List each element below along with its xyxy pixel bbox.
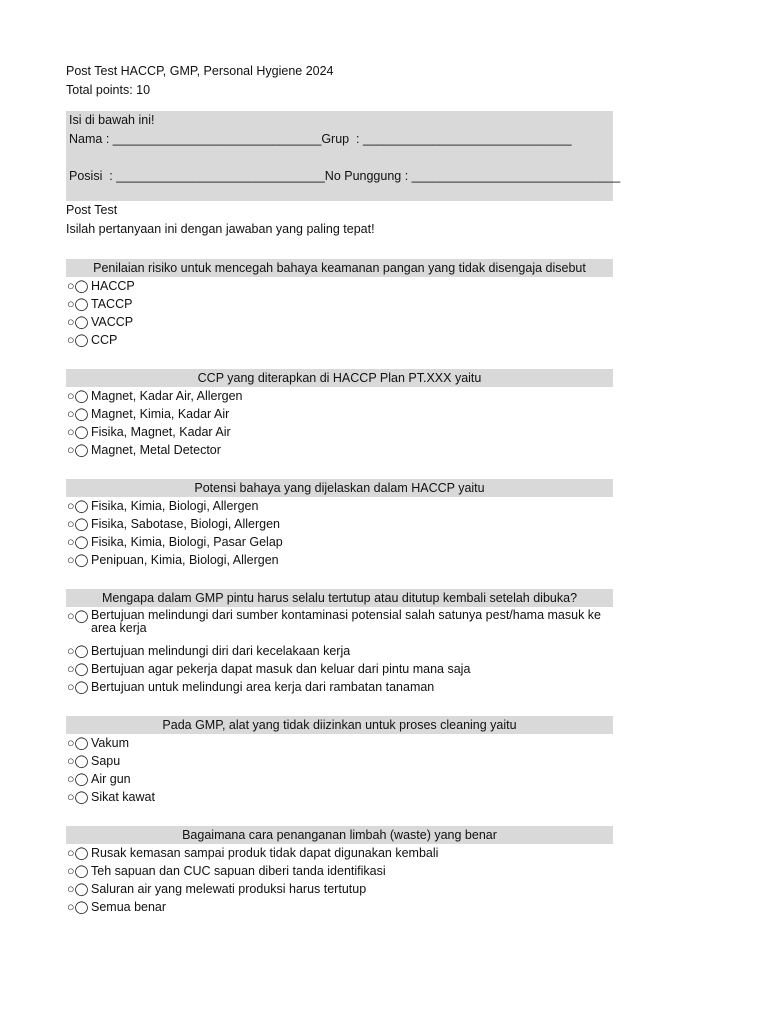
question-text: Mengapa dalam GMP pintu harus selalu tertutup atau ditutup kembali setelah dibuka? bbox=[66, 589, 613, 607]
radio-icon[interactable]: ○◯ bbox=[67, 553, 89, 567]
answer-option[interactable] bbox=[66, 551, 613, 569]
option-label: Saluran air yang melewati produksi harus tertutup bbox=[91, 882, 367, 896]
option-label: Fisika, Kimia, Biologi, Allergen bbox=[91, 499, 259, 513]
answer-option[interactable] bbox=[66, 880, 613, 898]
radio-icon[interactable]: ○◯ bbox=[67, 609, 89, 623]
question-text: Pada GMP, alat yang tidak diizinkan untuk proses cleaning yaitu bbox=[66, 716, 613, 734]
option-label: TACCP bbox=[91, 297, 133, 311]
form-instruction: Isi di bawah ini! bbox=[69, 113, 155, 127]
option-label: Magnet, Kadar Air, Allergen bbox=[91, 389, 243, 403]
option-label: Sapu bbox=[91, 754, 121, 768]
question-5 bbox=[66, 716, 613, 806]
option-label: Magnet, Kimia, Kadar Air bbox=[91, 407, 230, 421]
answer-option[interactable] bbox=[66, 497, 613, 515]
option-label: Fisika, Sabotase, Biologi, Allergen bbox=[91, 517, 280, 531]
option-label: Semua benar bbox=[91, 900, 167, 914]
answer-option[interactable] bbox=[66, 387, 613, 405]
answer-option[interactable] bbox=[66, 678, 613, 696]
position-number-field[interactable]: Posisi : ______________________________No Punggung : ______________________________ bbox=[69, 169, 621, 183]
radio-icon[interactable]: ○◯ bbox=[67, 425, 89, 439]
name-group-field[interactable]: Nama : ______________________________Grup : ______________________________ bbox=[69, 132, 572, 146]
answer-option[interactable] bbox=[66, 862, 613, 880]
radio-icon[interactable]: ○◯ bbox=[67, 279, 89, 293]
answer-option[interactable] bbox=[66, 660, 613, 678]
question-3 bbox=[66, 479, 613, 569]
radio-icon[interactable]: ○◯ bbox=[67, 517, 89, 531]
option-label: Penipuan, Kimia, Biologi, Allergen bbox=[91, 553, 279, 567]
answer-option[interactable] bbox=[66, 331, 613, 349]
question-4 bbox=[66, 589, 613, 696]
radio-icon[interactable]: ○◯ bbox=[67, 772, 89, 786]
answer-option[interactable] bbox=[66, 441, 613, 459]
answer-option[interactable] bbox=[66, 734, 613, 752]
option-label: Bertujuan agar pekerja dapat masuk dan keluar dari pintu mana saja bbox=[91, 662, 471, 676]
answer-option[interactable] bbox=[66, 423, 613, 441]
question-6 bbox=[66, 826, 613, 916]
option-label: VACCP bbox=[91, 315, 134, 329]
radio-icon[interactable]: ○◯ bbox=[67, 900, 89, 914]
question-text: Bagaimana cara penanganan limbah (waste) yang benar bbox=[66, 826, 613, 844]
radio-icon[interactable]: ○◯ bbox=[67, 389, 89, 403]
answer-option[interactable] bbox=[66, 295, 613, 313]
option-label: Fisika, Kimia, Biologi, Pasar Gelap bbox=[91, 535, 283, 549]
answer-option[interactable] bbox=[66, 898, 613, 916]
radio-icon[interactable]: ○◯ bbox=[67, 846, 89, 860]
option-label: Bertujuan untuk melindungi area kerja dari rambatan tanaman bbox=[91, 680, 435, 694]
option-label: Bertujuan melindungi diri dari kecelakaan kerja bbox=[91, 644, 351, 658]
option-label: Sikat kawat bbox=[91, 790, 155, 804]
option-label: Magnet, Metal Detector bbox=[91, 443, 221, 457]
answer-option[interactable] bbox=[66, 770, 613, 788]
question-text: Penilaian risiko untuk mencegah bahaya keamanan pangan yang tidak disengaja disebut bbox=[66, 259, 613, 277]
test-document bbox=[66, 62, 621, 916]
radio-icon[interactable]: ○◯ bbox=[67, 644, 89, 658]
radio-icon[interactable]: ○◯ bbox=[67, 754, 89, 768]
option-label: Air gun bbox=[91, 772, 131, 786]
radio-icon[interactable]: ○◯ bbox=[67, 443, 89, 457]
question-text: Potensi bahaya yang dijelaskan dalam HACCP yaitu bbox=[66, 479, 613, 497]
answer-option[interactable] bbox=[66, 405, 613, 423]
radio-icon[interactable]: ○◯ bbox=[67, 736, 89, 750]
answer-option[interactable] bbox=[66, 642, 613, 660]
radio-icon[interactable]: ○◯ bbox=[67, 315, 89, 329]
option-label: CCP bbox=[91, 333, 118, 347]
radio-icon[interactable]: ○◯ bbox=[67, 790, 89, 804]
section-heading: Post Test bbox=[66, 203, 118, 217]
radio-icon[interactable]: ○◯ bbox=[67, 499, 89, 513]
total-points: Total points: 10 bbox=[66, 83, 151, 97]
identity-form bbox=[66, 111, 621, 201]
answer-option[interactable] bbox=[66, 515, 613, 533]
option-label: Teh sapuan dan CUC sapuan diberi tanda identifikasi bbox=[91, 864, 386, 878]
option-label: Rusak kemasan sampai produk tidak dapat digunakan kembali bbox=[91, 846, 439, 860]
radio-icon[interactable]: ○◯ bbox=[67, 680, 89, 694]
radio-icon[interactable]: ○◯ bbox=[67, 864, 89, 878]
radio-icon[interactable]: ○◯ bbox=[67, 407, 89, 421]
answer-option[interactable] bbox=[66, 533, 613, 551]
answer-option[interactable] bbox=[66, 844, 613, 862]
radio-icon[interactable]: ○◯ bbox=[67, 333, 89, 347]
radio-icon[interactable]: ○◯ bbox=[67, 297, 89, 311]
section-instruction: Isilah pertanyaan ini dengan jawaban yang paling tepat! bbox=[66, 222, 375, 236]
radio-icon[interactable]: ○◯ bbox=[67, 535, 89, 549]
option-label: Fisika, Magnet, Kadar Air bbox=[91, 425, 231, 439]
question-2 bbox=[66, 369, 613, 459]
radio-icon[interactable]: ○◯ bbox=[67, 882, 89, 896]
answer-option[interactable] bbox=[66, 313, 613, 331]
document-title: Post Test HACCP, GMP, Personal Hygiene 2024 bbox=[66, 64, 334, 78]
option-label: Bertujuan melindungi dari sumber kontaminasi potensial salah satunya pest/hama masuk ke area kerja bbox=[91, 608, 602, 635]
radio-icon[interactable]: ○◯ bbox=[67, 662, 89, 676]
answer-option[interactable] bbox=[66, 788, 613, 806]
question-text: CCP yang diterapkan di HACCP Plan PT.XXX yaitu bbox=[66, 369, 613, 387]
answer-option[interactable] bbox=[66, 277, 613, 295]
option-label: Vakum bbox=[91, 736, 129, 750]
answer-option[interactable] bbox=[66, 752, 613, 770]
option-label: HACCP bbox=[91, 279, 135, 293]
question-1 bbox=[66, 259, 613, 349]
answer-option[interactable] bbox=[66, 607, 613, 642]
